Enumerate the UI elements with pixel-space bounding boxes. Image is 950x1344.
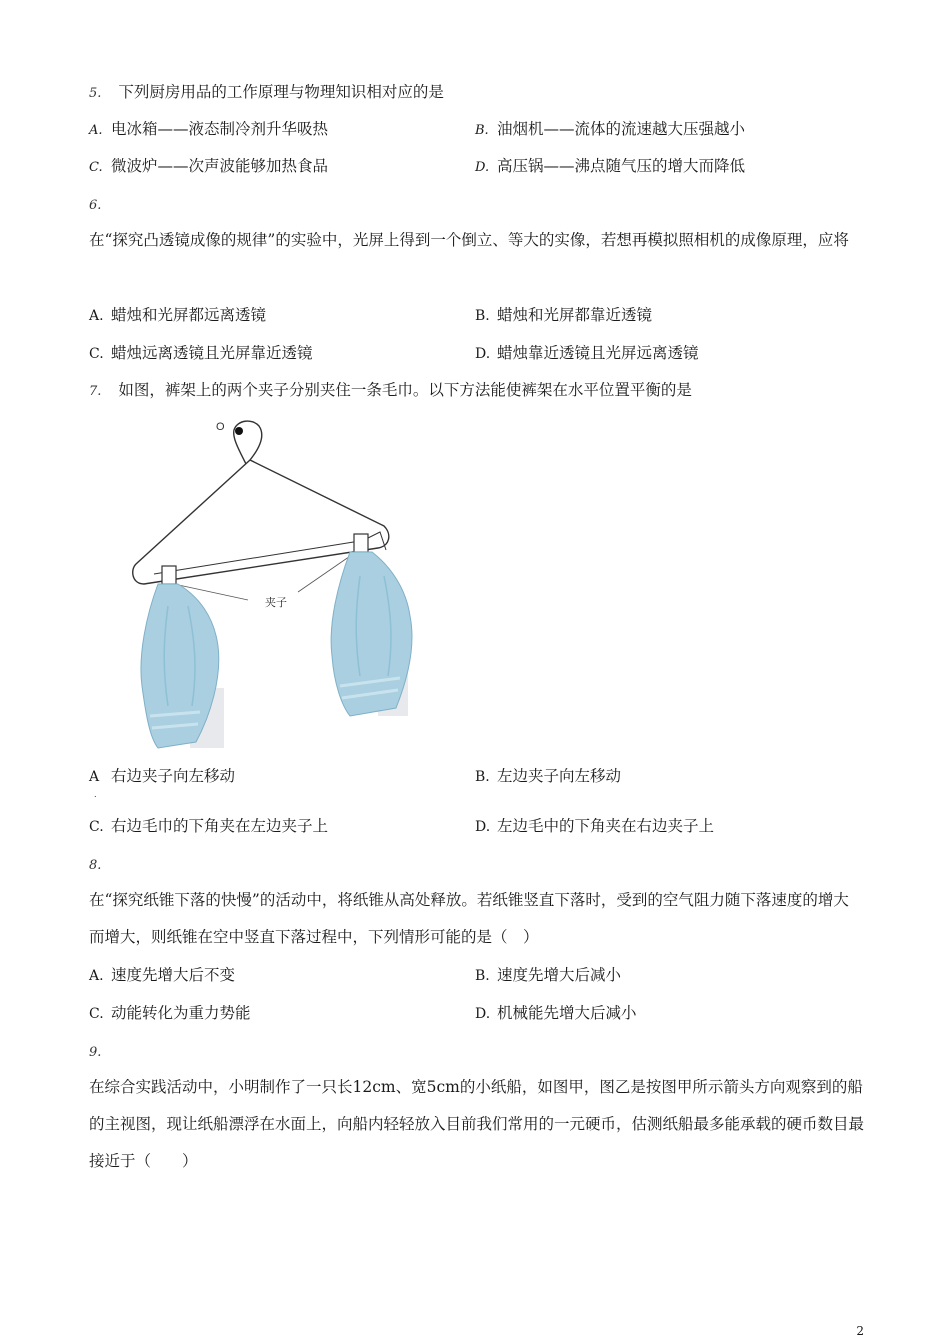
option-b bbox=[475, 305, 652, 326]
option-letter: B. bbox=[475, 968, 490, 984]
option-d bbox=[475, 1003, 637, 1024]
option-text: 左边夹子向左移动 bbox=[497, 767, 622, 785]
question-5-stem bbox=[89, 82, 444, 104]
option-b bbox=[475, 119, 745, 141]
option-letter: C. bbox=[89, 819, 104, 835]
question-9-stem: 在综合实践活动中，小明制作了一只长12cm、宽5cm的小纸船，如图甲，图乙是按图甲所示箭头方向观察到的船的主视图，现让纸船漂浮在水面上，向船内轻轻放入目前我们常用的一元硬币，估测纸船最多能承载的硬币数目最接近于（ ） bbox=[89, 1078, 865, 1170]
question-8-number bbox=[89, 854, 101, 876]
option-text: 蜡烛靠近透镜且光屏远离透镜 bbox=[497, 344, 699, 362]
option-text: 速度先增大后减小 bbox=[497, 966, 622, 984]
label-clip: 夹子 bbox=[265, 596, 287, 609]
option-b bbox=[475, 766, 621, 787]
option-text: 电冰箱——液态制冷剂升华吸热 bbox=[111, 120, 329, 138]
question-text: 下列厨房用品的工作原理与物理知识相对应的是 bbox=[118, 83, 444, 101]
option-letter: B. bbox=[475, 308, 490, 324]
option-letter: B. bbox=[475, 123, 489, 138]
right-clip bbox=[354, 534, 368, 552]
option-text: 左边毛中的下角夹在右边夹子上 bbox=[497, 817, 715, 835]
question-text: 如图，裤架上的两个夹子分别夹住一条毛巾。以下方法能使裤架在水平位置平衡的是 bbox=[118, 381, 692, 399]
right-towel-icon bbox=[331, 552, 412, 716]
option-letter: D. bbox=[475, 160, 490, 175]
option-text: 蜡烛和光屏都靠近透镜 bbox=[497, 306, 653, 324]
option-text: 蜡烛远离透镜且光屏靠近透镜 bbox=[111, 344, 313, 362]
question-number: 5. bbox=[89, 86, 102, 101]
question-number: 7. bbox=[89, 384, 102, 399]
option-text: 右边夹子向左移动 bbox=[111, 767, 236, 785]
question-number: 6. bbox=[89, 198, 102, 213]
hanger-bar bbox=[154, 540, 366, 574]
question-number: 8. bbox=[89, 858, 102, 873]
option-letter: C. bbox=[89, 160, 103, 175]
option-a bbox=[89, 119, 328, 141]
option-letter: B. bbox=[475, 769, 490, 785]
option-a bbox=[89, 965, 235, 986]
option-text: 微波炉——次声波能够加热食品 bbox=[111, 157, 329, 175]
option-letter: A bbox=[89, 769, 100, 785]
page-number: 2 bbox=[856, 1324, 864, 1338]
option-a bbox=[89, 766, 235, 787]
option-letter: C. bbox=[89, 1006, 104, 1022]
pivot-dot bbox=[235, 427, 243, 435]
left-clip bbox=[162, 566, 176, 584]
question-6-stem: 在“探究凸透镜成像的规律”的实验中，光屏上得到一个倒立、等大的实像，若想再模拟照相机的成像原理，应将 bbox=[89, 231, 849, 249]
option-text: 速度先增大后不变 bbox=[111, 966, 236, 984]
option-letter: D. bbox=[475, 346, 491, 362]
hanger-figure bbox=[128, 416, 428, 751]
option-letter: A. bbox=[89, 123, 103, 138]
option-text: 右边毛巾的下角夹在左边夹子上 bbox=[111, 817, 329, 835]
label-o: O bbox=[216, 421, 225, 433]
clip-spring bbox=[368, 532, 386, 550]
option-text: 油烟机——流体的流速越大压强越小 bbox=[497, 120, 746, 138]
option-letter: D. bbox=[475, 1006, 491, 1022]
option-letter: A. bbox=[89, 308, 104, 324]
question-9-number bbox=[89, 1041, 101, 1063]
question-7-stem bbox=[89, 380, 692, 402]
stray-dot: . bbox=[94, 790, 97, 799]
option-text: 高压锅——沸点随气压的增大而降低 bbox=[497, 157, 746, 175]
option-text: 动能转化为重力势能 bbox=[111, 1004, 251, 1022]
option-letter: A. bbox=[89, 968, 104, 984]
option-b bbox=[475, 965, 621, 986]
option-c bbox=[89, 156, 328, 178]
option-c bbox=[89, 1003, 251, 1024]
question-number: 9. bbox=[89, 1045, 102, 1060]
hanger-illustration bbox=[128, 416, 428, 751]
option-d bbox=[475, 343, 699, 364]
question-6-number bbox=[89, 194, 101, 216]
question-8-stem: 在“探究纸锥下落的快慢”的活动中，将纸锥从高处释放。若纸锥竖直下落时，受到的空气阻力随下落速度的增大而增大，则纸锥在空中竖直下落过程中，下列情形可能的是（ ） bbox=[89, 891, 849, 946]
option-c bbox=[89, 343, 313, 364]
option-text: 机械能先增大后减小 bbox=[497, 1004, 637, 1022]
option-a bbox=[89, 305, 266, 326]
option-text: 蜡烛和光屏都远离透镜 bbox=[111, 306, 267, 324]
option-c bbox=[89, 816, 328, 837]
option-letter: D. bbox=[475, 819, 491, 835]
option-d bbox=[475, 156, 745, 178]
option-letter: C. bbox=[89, 346, 104, 362]
option-d bbox=[475, 816, 714, 837]
